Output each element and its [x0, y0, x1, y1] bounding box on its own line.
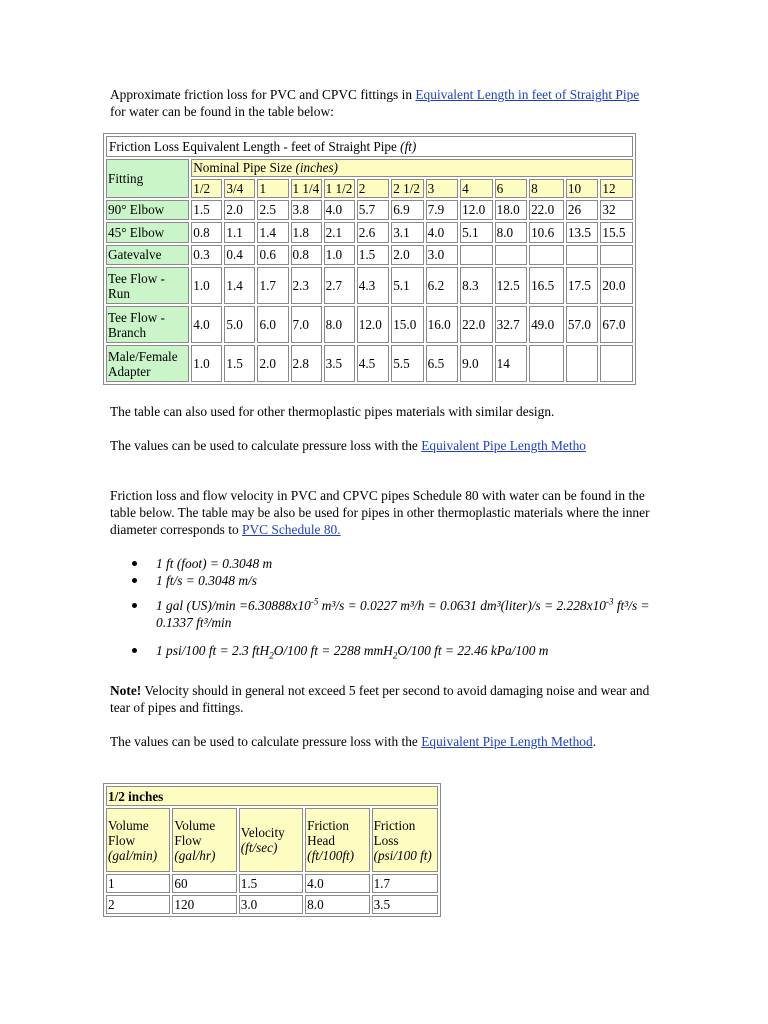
- table-cell: 5.7: [357, 200, 389, 221]
- column-header: [172, 808, 236, 872]
- size-header-cell: 1 1/2: [324, 179, 355, 198]
- table-cell: 16.0: [426, 306, 458, 343]
- conversion-list: [110, 555, 670, 659]
- table-cell: 8.0: [324, 306, 355, 343]
- table-cell: 22.0: [529, 200, 564, 221]
- size-header-cell: 6: [495, 179, 527, 198]
- fitting-name-cell: Tee Flow - Run: [106, 267, 189, 304]
- values-paragraph-2: The values can be used to calculate pressure loss with the Equivalent Pipe Length Method.: [110, 734, 597, 749]
- table-row: [106, 345, 633, 382]
- table-row: [106, 895, 438, 914]
- table-cell: 6.9: [391, 200, 423, 221]
- table-cell: 5.0: [224, 306, 255, 343]
- table-row: [106, 200, 633, 221]
- table-cell: 3.0: [239, 895, 303, 914]
- column-header-unit: (psi/100 ft): [373, 847, 432, 863]
- table-cell: 20.0: [600, 267, 633, 304]
- note-text: Velocity should in general not exceed 5 feet per second to avoid damaging noise and wear and tear of pipes and fittings.: [110, 683, 650, 715]
- table-cell: 4.3: [357, 267, 389, 304]
- table-cell: 0.8: [191, 222, 222, 243]
- fitting-name-cell: Gatevalve: [106, 245, 189, 266]
- table-row: [106, 306, 633, 343]
- table-cell: 0.3: [191, 245, 222, 266]
- friction-text: Friction loss and flow velocity in PVC and CPVC pipes Schedule 80 with water can be found in the table below. The table may be also be used for pipes in other thermoplastic materials where the inner diameter corresponds to: [110, 488, 650, 537]
- half-inch-title: 1/2 inches: [106, 786, 438, 806]
- table-cell: 7.9: [426, 200, 458, 221]
- table-cell: 1.7: [257, 267, 288, 304]
- column-header-label: Volume Flow: [108, 817, 149, 848]
- fitting-header: Fitting: [106, 159, 189, 198]
- values-paragraph-1: [110, 437, 655, 454]
- table-cell: 1.1: [224, 222, 255, 243]
- column-header: [106, 808, 170, 872]
- table-cell: 6.2: [426, 267, 458, 304]
- table-cell: 12.5: [495, 267, 527, 304]
- fitting-name-cell: Tee Flow - Branch: [106, 306, 189, 343]
- table-cell: [460, 245, 492, 266]
- table-cell: 1.0: [324, 245, 355, 266]
- table-cell: 1.0: [191, 345, 222, 382]
- equivalent-pipe-length-link-1[interactable]: Equivalent Pipe Length Metho: [421, 438, 586, 453]
- note-paragraph: [110, 682, 655, 716]
- size-header-cell: 2 1/2: [391, 179, 423, 198]
- table-cell: 17.5: [566, 267, 598, 304]
- table-cell: 2.1: [324, 222, 355, 243]
- table-cell: 6.5: [426, 345, 458, 382]
- table-cell: 5.5: [391, 345, 423, 382]
- table-cell: 1.5: [191, 200, 222, 221]
- equivalent-length-link[interactable]: Equivalent Length in feet of Straight Pipe: [415, 87, 640, 102]
- equivalent-pipe-length-link-2[interactable]: Equivalent Pipe Length Method: [421, 734, 593, 749]
- table-cell: 49.0: [529, 306, 564, 343]
- table-cell: 3.0: [426, 245, 458, 266]
- table-cell: 0.6: [257, 245, 288, 266]
- size-header-cell: 3: [426, 179, 458, 198]
- table-cell: 22.0: [460, 306, 492, 343]
- list-item: 1 psi/100 ft = 2.3 ftH$_2$O/100 ft = 2288 mmH$_2$O/100 ft = 22.46 kPa/100 m: [110, 642, 670, 659]
- size-header-cell: 3/4: [224, 179, 255, 198]
- bullet-icon: [132, 561, 137, 566]
- table-cell: [566, 345, 598, 382]
- table-cell: 1: [106, 874, 170, 893]
- table-cell: 2.0: [224, 200, 255, 221]
- table-cell: 120: [172, 895, 236, 914]
- column-header-label: Friction Head: [307, 817, 349, 848]
- bullet-icon: [132, 578, 137, 583]
- table-cell: 4.5: [357, 345, 389, 382]
- column-header-unit: (ft/100ft): [307, 847, 355, 863]
- table-cell: 8.0: [495, 222, 527, 243]
- table-cell: 1.8: [291, 222, 322, 243]
- table-cell: 8.0: [305, 895, 369, 914]
- table-cell: 12.0: [357, 306, 389, 343]
- values-text-1: The values can be used to calculate pressure loss with the: [110, 438, 422, 453]
- friction-paragraph: [110, 487, 655, 538]
- table-cell: [529, 245, 564, 266]
- column-header-label: Volume Flow: [174, 817, 216, 848]
- table-cell: [600, 245, 633, 266]
- table-cell: 15.0: [391, 306, 423, 343]
- fitting-name-cell: 90° Elbow: [106, 200, 189, 221]
- column-header-label: Velocity: [240, 825, 285, 840]
- table-cell: 18.0: [495, 200, 527, 221]
- column-header: [372, 808, 438, 872]
- table-caption: Friction Loss Equivalent Length - feet of Straight Pipe (ft): [106, 136, 633, 157]
- table-cell: 16.5: [529, 267, 564, 304]
- table-cell: 1.5: [357, 245, 389, 266]
- table-cell: 5.1: [391, 267, 423, 304]
- table-cell: 32.7: [495, 306, 527, 343]
- table-cell: 1.0: [191, 267, 222, 304]
- table-cell: 1.7: [372, 874, 438, 893]
- size-header-cell: 1 1/4: [291, 179, 322, 198]
- table-cell: 2: [106, 895, 170, 914]
- table-cell: [566, 245, 598, 266]
- list-item: 1 ft/s = 0.3048 m/s: [110, 572, 670, 589]
- nominal-pipe-size-header: Nominal Pipe Size (inches): [191, 159, 633, 177]
- table-cell: [529, 345, 564, 382]
- table-cell: 3.5: [372, 895, 438, 914]
- table-cell: 67.0: [600, 306, 633, 343]
- table-row: [106, 267, 633, 304]
- table-cell: 57.0: [566, 306, 598, 343]
- table-row: [106, 245, 633, 266]
- table-cell: 2.3: [291, 267, 322, 304]
- table-cell: 2.0: [391, 245, 423, 266]
- table-cell: 4.0: [305, 874, 369, 893]
- table-cell: 4.0: [324, 200, 355, 221]
- friction-loss-table: [103, 133, 636, 385]
- table-cell: 4.0: [191, 306, 222, 343]
- table-cell: 8.3: [460, 267, 492, 304]
- intro-text-after: for water can be found in the table below:: [110, 104, 334, 119]
- table-cell: 14: [495, 345, 527, 382]
- size-header-cell: 4: [460, 179, 492, 198]
- table-cell: 60: [172, 874, 236, 893]
- table-cell: 26: [566, 200, 598, 221]
- table-cell: 5.1: [460, 222, 492, 243]
- values-text-2: The values can be used to calculate pressure loss with the: [110, 734, 422, 749]
- table-cell: 2.7: [324, 267, 355, 304]
- intro-text-before: Approximate friction loss for PVC and CPVC fittings in: [110, 87, 416, 102]
- size-header-cell: 2: [357, 179, 389, 198]
- column-header-unit: (ft/sec): [240, 840, 278, 855]
- table-cell: 2.6: [357, 222, 389, 243]
- size-header-cell: 10: [566, 179, 598, 198]
- table-row: [106, 874, 438, 893]
- table-row: [106, 222, 633, 243]
- table-cell: 4.0: [426, 222, 458, 243]
- column-header-label: Friction Loss: [373, 817, 416, 848]
- size-header-cell: 1/2: [191, 179, 222, 198]
- table-cell: 3.5: [324, 345, 355, 382]
- table-cell: 12.0: [460, 200, 492, 221]
- table-cell: 1.5: [224, 345, 255, 382]
- table-cell: [495, 245, 527, 266]
- table-cell: 7.0: [291, 306, 322, 343]
- size-header-cell: 12: [600, 179, 633, 198]
- list-item: 1 gal $(US)/\min =6.30888x10^{-5}$ m³/s = 0.0227 m³/h = 0.0631 dm³(liter)/s = $2.228x10^{-3}$ ft³/s = 0.1337 ft³/min: [110, 597, 670, 631]
- size-header-cell: 1: [257, 179, 288, 198]
- table-cell: 1.4: [257, 222, 288, 243]
- bullet-icon: [132, 603, 137, 608]
- table-cell: 32: [600, 200, 633, 221]
- table-cell: 9.0: [460, 345, 492, 382]
- table-cell: 2.0: [257, 345, 288, 382]
- table-cell: 1.5: [239, 874, 303, 893]
- table-cell: [600, 345, 633, 382]
- table-cell: 3.8: [291, 200, 322, 221]
- note-label: Note!: [110, 683, 142, 698]
- table-cell: 3.1: [391, 222, 423, 243]
- size-header-cell: 8: [529, 179, 564, 198]
- table-cell: 15.5: [600, 222, 633, 243]
- table-cell: 13.5: [566, 222, 598, 243]
- column-header: [305, 808, 369, 872]
- table-cell: 6.0: [257, 306, 288, 343]
- intro-paragraph: [110, 86, 655, 120]
- column-header-unit: (gal/min): [108, 847, 158, 863]
- table-cell: 2.8: [291, 345, 322, 382]
- column-header: [239, 808, 303, 872]
- fitting-name-cell: Male/Female Adapter: [106, 345, 189, 382]
- column-header-unit: (gal/hr): [174, 847, 216, 863]
- table-cell: 0.4: [224, 245, 255, 266]
- pvc-schedule-80-link[interactable]: PVC Schedule 80.: [242, 522, 341, 537]
- bullet-icon: [132, 648, 137, 653]
- table-cell: 2.5: [257, 200, 288, 221]
- table-cell: 0.8: [291, 245, 322, 266]
- fitting-name-cell: 45° Elbow: [106, 222, 189, 243]
- table-cell: 1.4: [224, 267, 255, 304]
- half-inch-table: [103, 783, 441, 917]
- table-cell: 10.6: [529, 222, 564, 243]
- list-item: 1 ft (foot) = 0.3048 m: [110, 555, 670, 572]
- thermoplastic-paragraph: The table can also used for other thermoplastic pipes materials with similar design.: [110, 404, 555, 419]
